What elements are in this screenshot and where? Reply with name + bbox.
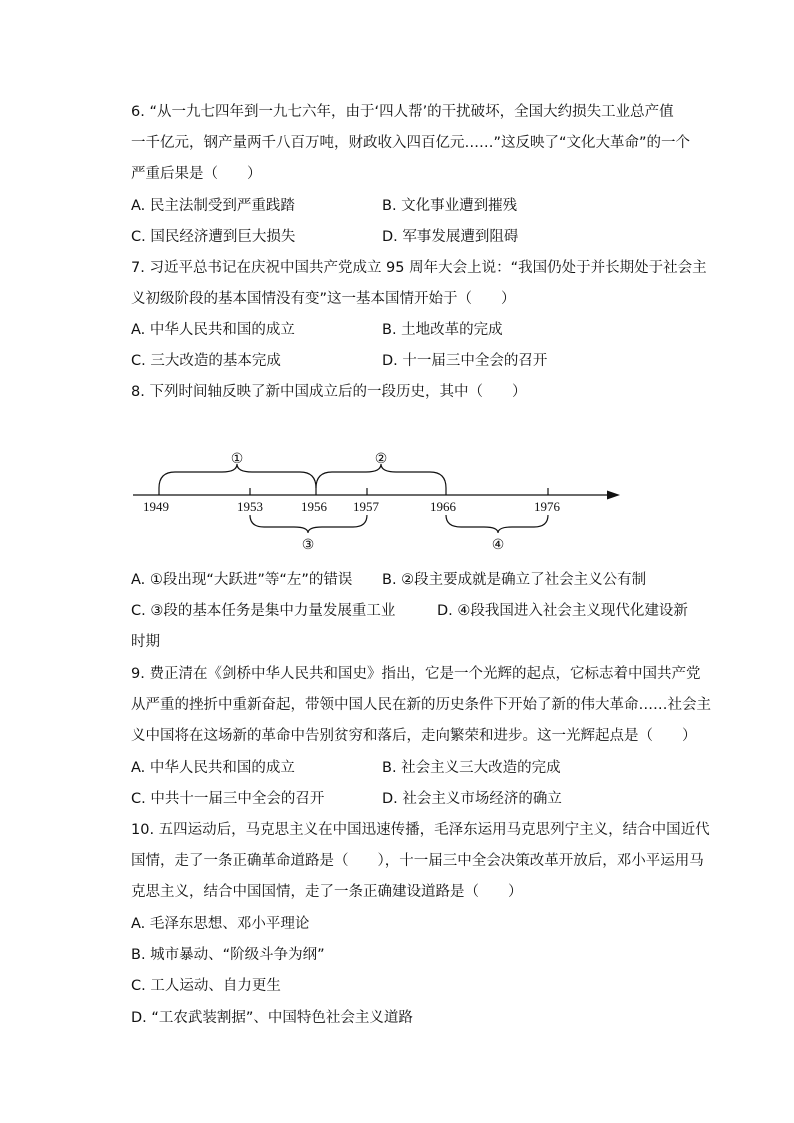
question-7-option-c: C. 三大改造的基本完成 [131, 353, 281, 369]
question-10-option-b: B. 城市暴动、“阶级斗争为纲” [131, 947, 325, 963]
question-6-stem-line-1: 6. “从一九七四年到一九七六年，由于‘四人帮’的干扰破坏，全国大约损失工业总产值 [131, 104, 674, 120]
year-label-1957: 1957 [353, 499, 379, 514]
question-7-stem-line-1: 7. 习近平总书记在庆祝中国共产党成立 95 周年大会上说：“我国仍处于并长期处于社会主 [131, 260, 707, 276]
year-label-1976: 1976 [534, 499, 560, 514]
question-8-stem: 8. 下列时间轴反映了新中国成立后的一段历史，其中（ ） [131, 384, 527, 400]
question-10-stem-line-1: 10. 五四运动后，马克思主义在中国迅速传播，毛泽东运用马克思列宁主义，结合中国近代 [131, 822, 710, 838]
question-7-option-a: A. 中华人民共和国的成立 [131, 322, 295, 338]
question-7-option-d: D. 十一届三中全会的召开 [382, 353, 548, 369]
year-label-1949: 1949 [143, 499, 169, 514]
question-7-option-b: B. 土地改革的完成 [382, 322, 503, 338]
timeline-diagram [120, 440, 640, 560]
segment-label-1: ① [230, 452, 244, 467]
question-9-stem-line-1: 9. 费正清在《剑桥中华人民共和国史》指出，它是一个光辉的起点，它标志着中国共产党 [131, 666, 701, 682]
question-8-option-d-continued: 时期 [131, 634, 160, 650]
segment-label-3: ③ [301, 538, 315, 553]
question-6-option-b: B. 文化事业遭到摧残 [382, 198, 518, 214]
question-6-option-c: C. 国民经济遭到巨大损失 [131, 229, 296, 245]
year-label-1953: 1953 [237, 499, 263, 514]
question-9-option-b: B. 社会主义三大改造的完成 [382, 760, 561, 776]
question-10-stem-line-3: 克思主义，结合中国国情，走了一条正确建设道路是（ ） [131, 884, 523, 900]
brace-segment-3 [250, 515, 367, 533]
question-9-option-c: C. 中共十一届三中全会的召开 [131, 791, 325, 807]
question-6-option-d: D. 军事发展遭到阻碍 [382, 229, 519, 245]
question-6-stem-line-3: 严重后果是（ ） [131, 166, 262, 182]
brace-segment-2 [316, 464, 446, 488]
question-9-option-a: A. 中华人民共和国的成立 [131, 760, 295, 776]
question-10-option-d: D. “工农武装割据”、中国特色社会主义道路 [131, 1010, 413, 1026]
question-6-stem-line-2: 一千亿元，钢产量两千八百万吨，财政收入四百亿元……”这反映了“文化大革命”的一个 [131, 135, 691, 151]
timeline-arrowhead [607, 491, 620, 500]
question-8-option-d: D. ④段我国进入社会主义现代化建设新 [437, 603, 688, 619]
question-6-option-a: A. 民主法制受到严重践踏 [131, 198, 295, 214]
question-8-option-b: B. ②段主要成就是确立了社会主义公有制 [382, 572, 647, 588]
question-7-stem-line-2: 义初级阶段的基本国情没有变”这一基本国情开始于（ ） [131, 291, 516, 307]
question-9-option-d: D. 社会主义市场经济的确立 [382, 791, 562, 807]
question-10-stem-line-2: 国情，走了一条正确革命道路是（ ），十一届三中全会决策改革开放后，邓小平运用马 [131, 853, 704, 869]
segment-label-4: ④ [491, 538, 505, 553]
question-10-option-a: A. 毛泽东思想、邓小平理论 [131, 916, 310, 932]
question-8-option-a: A. ①段出现“大跃进”等“左”的错误 [131, 572, 353, 588]
question-9-stem-line-3: 义中国将在这场新的革命中告别贫穷和落后，走向繁荣和进步。这一光辉起点是（ ） [131, 728, 697, 744]
year-label-1956: 1956 [301, 499, 327, 514]
brace-segment-4 [446, 515, 548, 533]
question-9-stem-line-2: 从严重的挫折中重新奋起，带领中国人民在新的历史条件下开始了新的伟大革命……社会主 [131, 697, 711, 713]
brace-segment-1 [159, 464, 316, 488]
segment-label-2: ② [374, 452, 388, 467]
question-10-option-c: C. 工人运动、自力更生 [131, 978, 281, 994]
year-label-1966: 1966 [430, 499, 456, 514]
question-8-option-c: C. ③段的基本任务是集中力量发展重工业 [131, 603, 396, 619]
